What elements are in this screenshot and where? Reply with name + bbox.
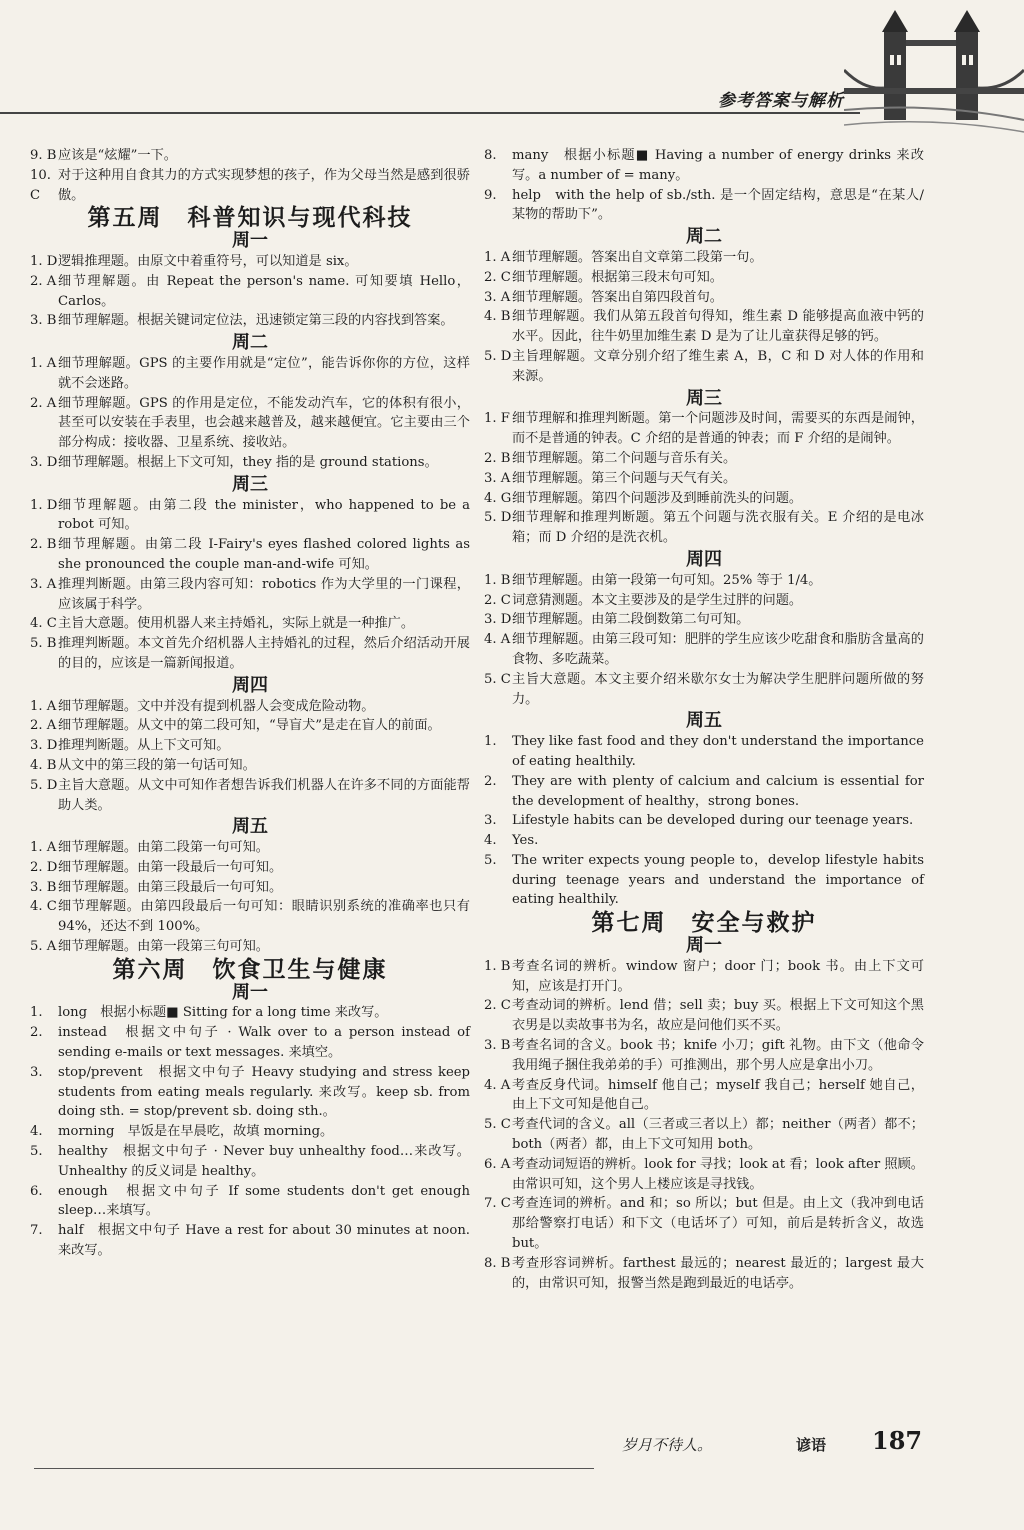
answer-explanation: 推理判断题。从上下文可知。 bbox=[58, 738, 230, 754]
answer-explanation: 细节理解题。由第一段第一句可知。25% 等于 1/4。 bbox=[512, 572, 822, 588]
week-heading: 第六周 饮食卫生与健康 bbox=[112, 956, 388, 983]
answer-item bbox=[30, 1182, 470, 1222]
week-heading: 第五周 科普知识与现代科技 bbox=[87, 205, 413, 232]
answer-item bbox=[484, 571, 924, 591]
answer-explanation: 主旨大意题。使用机器人来主持婚礼，实际上就是一种推广。 bbox=[58, 616, 415, 632]
answer-number: 3. B bbox=[30, 879, 57, 895]
answer-explanation: 主旨大意题。从文中可知作者想告诉我们机器人在许多不同的方面能帮助人类。 bbox=[58, 777, 470, 813]
answer-item bbox=[484, 186, 924, 226]
answer-item bbox=[484, 630, 924, 670]
answer-number: 1. A bbox=[30, 698, 57, 714]
answer-explanation: 推理判断题。由第三段内容可知：robotics 作为大学里的一门课程，应该属于科学。 bbox=[58, 576, 470, 612]
answer-number: 2. B bbox=[30, 537, 57, 553]
answer-explanation: 细节理解和推理判断题。第一个问题涉及时间，需要买的东西是闹钟，而不是普通的钟表。C 介绍的是普通的钟表；而 F 介绍的是闹钟。 bbox=[512, 411, 924, 447]
answer-number: 3. B bbox=[30, 313, 57, 329]
answer-item bbox=[30, 878, 470, 898]
answer-item bbox=[30, 897, 470, 937]
answer-item bbox=[484, 469, 924, 489]
answer-explanation: 考查反身代词。himself 他自己；myself 我自己；herself 她自己，由上下文可知是他自己。 bbox=[512, 1077, 924, 1113]
answer-number: 2. A bbox=[30, 395, 57, 411]
answer-explanation: 对于这种用自食其力的方式实现梦想的孩子，作为父母当然是感到很骄傲。 bbox=[58, 167, 470, 203]
answer-number: 1. D bbox=[30, 497, 58, 513]
answer-number: 5. D bbox=[30, 777, 58, 793]
answer-number: 3. bbox=[484, 813, 497, 829]
answer-explanation: 细节理解题。GPS 的作用是定位，不能发动汽车，它的体积有很小，甚至可以安装在手表里，也会越来越普及，越来越便宜。它主要由三个部分构成：接收器、卫星系统、接收站。 bbox=[58, 395, 470, 451]
answer-number: 10. C bbox=[30, 167, 51, 203]
answer-explanation: stop/prevent 根据文中句子 Heavy studying and stress keep students from eating meals regularly. 来改写。keep sb. from doing sth. = stop/prevent sb. doing sth.。 bbox=[58, 1064, 470, 1120]
answer-item bbox=[484, 732, 924, 772]
answer-explanation: 细节理解题。答案出自第四段首句。 bbox=[512, 289, 723, 305]
answer-item bbox=[30, 776, 470, 816]
header-title: 参考答案与解析 bbox=[718, 91, 844, 111]
answer-number: 2. A bbox=[30, 273, 57, 289]
answer-explanation: 推理判断题。本文首先介绍机器人主持婚礼的过程，然后介绍活动开展的目的，应该是一篇新闻报道。 bbox=[58, 636, 470, 671]
answer-number: 4. C bbox=[30, 899, 57, 915]
answer-number: 5. B bbox=[30, 636, 57, 652]
answer-explanation: Yes. bbox=[512, 833, 539, 849]
answer-explanation: Lifestyle habits can be developed during our teenage years. bbox=[512, 813, 914, 829]
answer-explanation: 主旨理解题。文章分别介绍了维生素 A，B，C 和 D 对人体的作用和来源。 bbox=[512, 348, 924, 384]
answer-number: 6. bbox=[30, 1183, 43, 1199]
answer-item bbox=[484, 1076, 924, 1116]
answer-explanation: 细节理解题。由第三段可知：肥胖的学生应该少吃甜食和脂肪含量高的食物、多吃蔬菜。 bbox=[512, 632, 924, 667]
answer-item bbox=[484, 146, 924, 186]
answer-item bbox=[484, 489, 924, 509]
answer-number: 4. G bbox=[484, 490, 512, 506]
day-heading: 周二 bbox=[232, 332, 268, 354]
answer-explanation: 考查形容词辨析。farthest 最远的；nearest 最近的；largest 最大的，由常识可知，报警当然是跑到最近的电话亭。 bbox=[512, 1255, 924, 1291]
answer-explanation: The writer expects young people to，develop lifestyle habits during teenage years and understand the importance of eating healthily. bbox=[512, 852, 924, 908]
answer-number: 3. A bbox=[484, 470, 511, 486]
answer-item bbox=[30, 496, 470, 536]
answer-explanation: 考查代词的含义。all（三者或三者以上）都；neither（两者）都不；both（两者）都，由上下文可知用 both。 bbox=[512, 1117, 924, 1153]
answer-explanation: many 根据小标题■ Having a number of energy drinks 来改写。a number of = many。 bbox=[512, 148, 924, 183]
answer-explanation: 细节理解题。由 Repeat the person's name. 可知要填 Hello，Carlos。 bbox=[58, 273, 470, 309]
answer-explanation: 考查动词短语的辨析。look for 寻找；look at 看；look after 照顾。由常识可知，这个男人上楼应该是寻找钱。 bbox=[512, 1156, 924, 1192]
day-heading: 周一 bbox=[232, 981, 268, 1003]
answer-number: 5. bbox=[484, 852, 497, 868]
answer-explanation: 细节理解题。根据上下文可知，they 指的是 ground stations。 bbox=[58, 454, 438, 470]
answer-number: 9. bbox=[484, 187, 497, 203]
answer-explanation: 细节理解题。根据第三段末句可知。 bbox=[512, 269, 723, 285]
answer-explanation: 细节理解题。GPS 的主要作用就是“定位”，能告诉你你的方位，这样就不会迷路。 bbox=[58, 355, 470, 391]
answer-item bbox=[484, 268, 924, 288]
answer-explanation: 细节理解题。由第四段最后一句可知：眼睛识别系统的准确率也只有 94%，还达不到 100%。 bbox=[58, 899, 470, 935]
answer-number: 1. B bbox=[484, 958, 511, 974]
answer-item bbox=[30, 166, 470, 206]
answer-item bbox=[484, 449, 924, 469]
day-heading: 周四 bbox=[232, 674, 268, 696]
answer-number: 4. bbox=[30, 1124, 43, 1140]
answer-item bbox=[30, 838, 470, 858]
answer-number: 7. C bbox=[484, 1196, 511, 1212]
answer-item bbox=[484, 957, 924, 997]
answer-number: 4. B bbox=[484, 309, 511, 325]
answer-number: 3. A bbox=[30, 576, 57, 592]
answer-explanation: enough 根据文中句子 If some students don't get enough sleep…来填写。 bbox=[58, 1183, 470, 1219]
answer-item bbox=[484, 996, 924, 1036]
answer-item bbox=[30, 756, 470, 776]
answer-number: 2. B bbox=[484, 450, 511, 466]
day-heading: 周五 bbox=[686, 710, 722, 732]
week-heading: 第七周 安全与救护 bbox=[591, 910, 817, 937]
answer-number: 1. bbox=[30, 1005, 43, 1021]
answer-explanation: 考查连词的辨析。and 和；so 所以；but 但是。由上文（我冲到电话那给警察打电话）和下文（电话坏了）可知，前后是转折含义，故选 but。 bbox=[512, 1196, 924, 1252]
answer-item bbox=[30, 937, 470, 957]
answer-item bbox=[484, 508, 924, 548]
answer-item bbox=[30, 1122, 470, 1142]
answer-explanation: 细节理解题。由第一段最后一句可知。 bbox=[58, 859, 283, 875]
answer-item bbox=[30, 858, 470, 878]
answer-item bbox=[30, 394, 470, 453]
answer-item bbox=[30, 697, 470, 717]
answer-explanation: 考查名词的含义。book 书；knife 小刀；gift 礼物。由下文（他命令我用绳子捆住我弟弟的手）可推测出，那个男人应是拿出小刀。 bbox=[512, 1038, 924, 1073]
answer-explanation: 细节理解题。由第二段 I-Fairy's eyes flashed colored lights as she pronounced the couple man-and-wife 可知。 bbox=[58, 537, 470, 572]
answer-explanation: morning 早饭是在早晨吃，故填 morning。 bbox=[58, 1124, 334, 1140]
answer-number: 5. D bbox=[484, 510, 512, 526]
answer-number: 2. C bbox=[484, 592, 511, 608]
answer-number: 8. bbox=[484, 148, 497, 163]
answer-number: 2. C bbox=[484, 998, 511, 1014]
answer-item bbox=[484, 248, 924, 268]
answer-number: 2. bbox=[484, 773, 497, 789]
day-heading: 周四 bbox=[686, 548, 722, 570]
day-heading: 周三 bbox=[686, 387, 722, 409]
answer-number: 9. B bbox=[30, 148, 57, 163]
answer-explanation: 考查动词的辨析。lend 借；sell 卖；buy 买。根据上下文可知这个黑衣男是以卖故事书为名，故应是问他们买不买。 bbox=[512, 998, 924, 1034]
answer-number: 2. A bbox=[30, 718, 57, 734]
answer-explanation: 细节理解题。第四个问题涉及到睡前洗头的问题。 bbox=[512, 490, 803, 506]
answer-item bbox=[484, 1036, 924, 1076]
page-footer bbox=[0, 1420, 1024, 1530]
answer-explanation: 细节理解题。由第二段 the minister，who happened to be a robot 可知。 bbox=[58, 497, 470, 533]
answer-number: 3. B bbox=[484, 1038, 511, 1054]
answer-explanation: help with the help of sb./sth. 是一个固定结构，意思是“在某人/某物的帮助下”。 bbox=[512, 187, 924, 223]
page-number: 187 bbox=[872, 1426, 923, 1455]
left-column bbox=[30, 146, 470, 1261]
answer-explanation: 细节理解题。根据关键词定位法，迅速锁定第三段的内容找到答案。 bbox=[58, 313, 454, 329]
answer-number: 3. D bbox=[30, 738, 58, 754]
answer-number: 3. D bbox=[484, 612, 512, 628]
answer-item bbox=[484, 1155, 924, 1195]
answer-item bbox=[30, 354, 470, 394]
answer-item bbox=[30, 535, 470, 575]
day-heading: 周一 bbox=[232, 230, 268, 252]
tower-bridge-illustration bbox=[844, 10, 1024, 135]
answer-number: 8. B bbox=[484, 1255, 511, 1271]
answer-number: 5. C bbox=[484, 1117, 511, 1133]
day-heading: 周五 bbox=[232, 816, 268, 838]
answer-explanation: 细节理解题。我们从第五段首句得知，维生素 D 能够提高血液中钙的水平。因此，往牛奶里加维生素 D 是为了让儿童获得足够的钙。 bbox=[512, 309, 924, 345]
answer-explanation: 应该是“炫耀”一下。 bbox=[58, 148, 177, 163]
answer-explanation: 考查名词的辨析。window 窗户；door 门；book 书。由上下文可知，应该是打开门。 bbox=[512, 958, 924, 994]
answer-number: 2. D bbox=[30, 859, 58, 875]
answer-explanation: 细节理解题。由第三段最后一句可知。 bbox=[58, 879, 283, 895]
answer-item bbox=[484, 409, 924, 449]
answer-explanation: healthy 根据文中句子 · Never buy unhealthy food…来改写。Unhealthy 的反义词是 healthy。 bbox=[58, 1144, 470, 1179]
answer-explanation: 逻辑推理题。由原文中着重符号，可以知道是 six。 bbox=[58, 253, 358, 269]
answer-explanation: 细节理解题。由第一段第三句可知。 bbox=[58, 939, 269, 955]
answer-explanation: 细节理解和推理判断题。第五个问题与洗衣服有关。E 介绍的是电冰箱；而 D 介绍的是洗衣机。 bbox=[512, 510, 924, 546]
answer-explanation: 细节理解题。由第二段第一句可知。 bbox=[58, 840, 269, 856]
answer-explanation: long 根据小标题■ Sitting for a long time 来改写。 bbox=[58, 1005, 388, 1021]
answer-item bbox=[30, 453, 470, 473]
footer-rule bbox=[34, 1468, 594, 1469]
footer-motto: 岁月不待人。 bbox=[622, 1436, 713, 1454]
answer-number: 2. bbox=[30, 1025, 43, 1041]
answer-number: 4. B bbox=[30, 757, 57, 773]
answer-item bbox=[484, 831, 924, 851]
answer-number: 1. bbox=[484, 734, 497, 750]
answer-number: 6. A bbox=[484, 1156, 511, 1172]
answer-explanation: 细节理解题。文中并没有提到机器人会变成危险动物。 bbox=[58, 698, 375, 714]
answer-item bbox=[484, 591, 924, 611]
answer-number: 1. A bbox=[484, 249, 511, 265]
answer-item bbox=[30, 575, 470, 615]
answer-item bbox=[30, 1003, 470, 1023]
answer-item bbox=[484, 307, 924, 347]
answer-item bbox=[30, 311, 470, 331]
footer-motto-tag: 谚语 bbox=[796, 1436, 827, 1454]
answer-explanation: 词意猜测题。本文主要涉及的是学生过胖的问题。 bbox=[512, 592, 803, 608]
answer-item bbox=[30, 716, 470, 736]
answer-item bbox=[30, 614, 470, 634]
answer-explanation: half 根据文中句子 Have a rest for about 30 minutes at noon. 来改写。 bbox=[58, 1223, 470, 1259]
answer-number: 1. B bbox=[484, 572, 511, 588]
answer-explanation: 细节理解题。答案出自文章第二段第一句。 bbox=[512, 249, 763, 265]
answer-number: 4. A bbox=[484, 632, 511, 648]
answer-explanation: 从文中的第三段的第一句话可知。 bbox=[58, 757, 256, 773]
answer-item bbox=[30, 252, 470, 272]
right-column bbox=[484, 146, 924, 1293]
header-rule bbox=[0, 112, 860, 114]
answer-explanation: 细节理解题。第二个问题与音乐有关。 bbox=[512, 450, 737, 466]
answer-explanation: 主旨大意题。本文主要介绍米歇尔女士为解决学生肥胖问题所做的努力。 bbox=[512, 671, 924, 707]
answer-explanation: They like fast food and they don't understand the importance of eating healthily. bbox=[512, 734, 924, 769]
answer-number: 5. D bbox=[484, 348, 512, 364]
answer-item bbox=[30, 272, 470, 312]
answer-item bbox=[30, 1063, 470, 1122]
day-heading: 周一 bbox=[686, 935, 722, 957]
answer-number: 4. C bbox=[30, 616, 57, 632]
answer-number: 2. C bbox=[484, 269, 511, 285]
answer-number: 7. bbox=[30, 1223, 43, 1239]
answer-explanation: instead 根据文中句子 · Walk over to a person instead of sending e-mails or text messages. 来填空。 bbox=[58, 1025, 470, 1061]
answer-item bbox=[484, 851, 924, 910]
answer-item bbox=[484, 288, 924, 308]
answer-item bbox=[30, 146, 470, 166]
answer-number: 4. bbox=[484, 833, 497, 849]
answer-number: 5. bbox=[30, 1144, 43, 1160]
answer-item bbox=[30, 634, 470, 674]
answer-explanation: They are with plenty of calcium and calcium is essential for the development of healthy，strong bones. bbox=[512, 773, 924, 809]
answer-item bbox=[30, 1142, 470, 1182]
answer-explanation: 细节理解题。由第二段倒数第二句可知。 bbox=[512, 612, 750, 628]
answer-item bbox=[484, 670, 924, 710]
answer-item bbox=[30, 1023, 470, 1063]
answer-number: 1. A bbox=[30, 840, 57, 856]
answer-explanation: 细节理解题。第三个问题与天气有关。 bbox=[512, 470, 737, 486]
day-heading: 周三 bbox=[232, 473, 268, 495]
answer-number: 1. A bbox=[30, 355, 57, 371]
answer-item bbox=[484, 1254, 924, 1294]
answer-item bbox=[484, 610, 924, 630]
answer-number: 3. A bbox=[484, 289, 511, 305]
answer-number: 1. F bbox=[484, 411, 510, 427]
answer-number: 5. A bbox=[30, 939, 57, 955]
answer-item bbox=[484, 811, 924, 831]
answer-number: 3. bbox=[30, 1064, 43, 1080]
answer-item bbox=[484, 772, 924, 812]
answer-item bbox=[484, 347, 924, 387]
answer-explanation: 细节理解题。从文中的第二段可知，“导盲犬”是走在盲人的前面。 bbox=[58, 718, 441, 734]
answer-item bbox=[484, 1115, 924, 1155]
answer-number: 3. D bbox=[30, 454, 58, 470]
answer-item bbox=[30, 1221, 470, 1261]
answer-number: 4. A bbox=[484, 1077, 511, 1093]
answer-number: 5. C bbox=[484, 671, 511, 687]
day-heading: 周二 bbox=[686, 226, 722, 248]
page-header bbox=[0, 0, 1024, 140]
answer-number: 1. D bbox=[30, 253, 58, 269]
answer-item bbox=[30, 736, 470, 756]
answer-item bbox=[484, 1194, 924, 1253]
